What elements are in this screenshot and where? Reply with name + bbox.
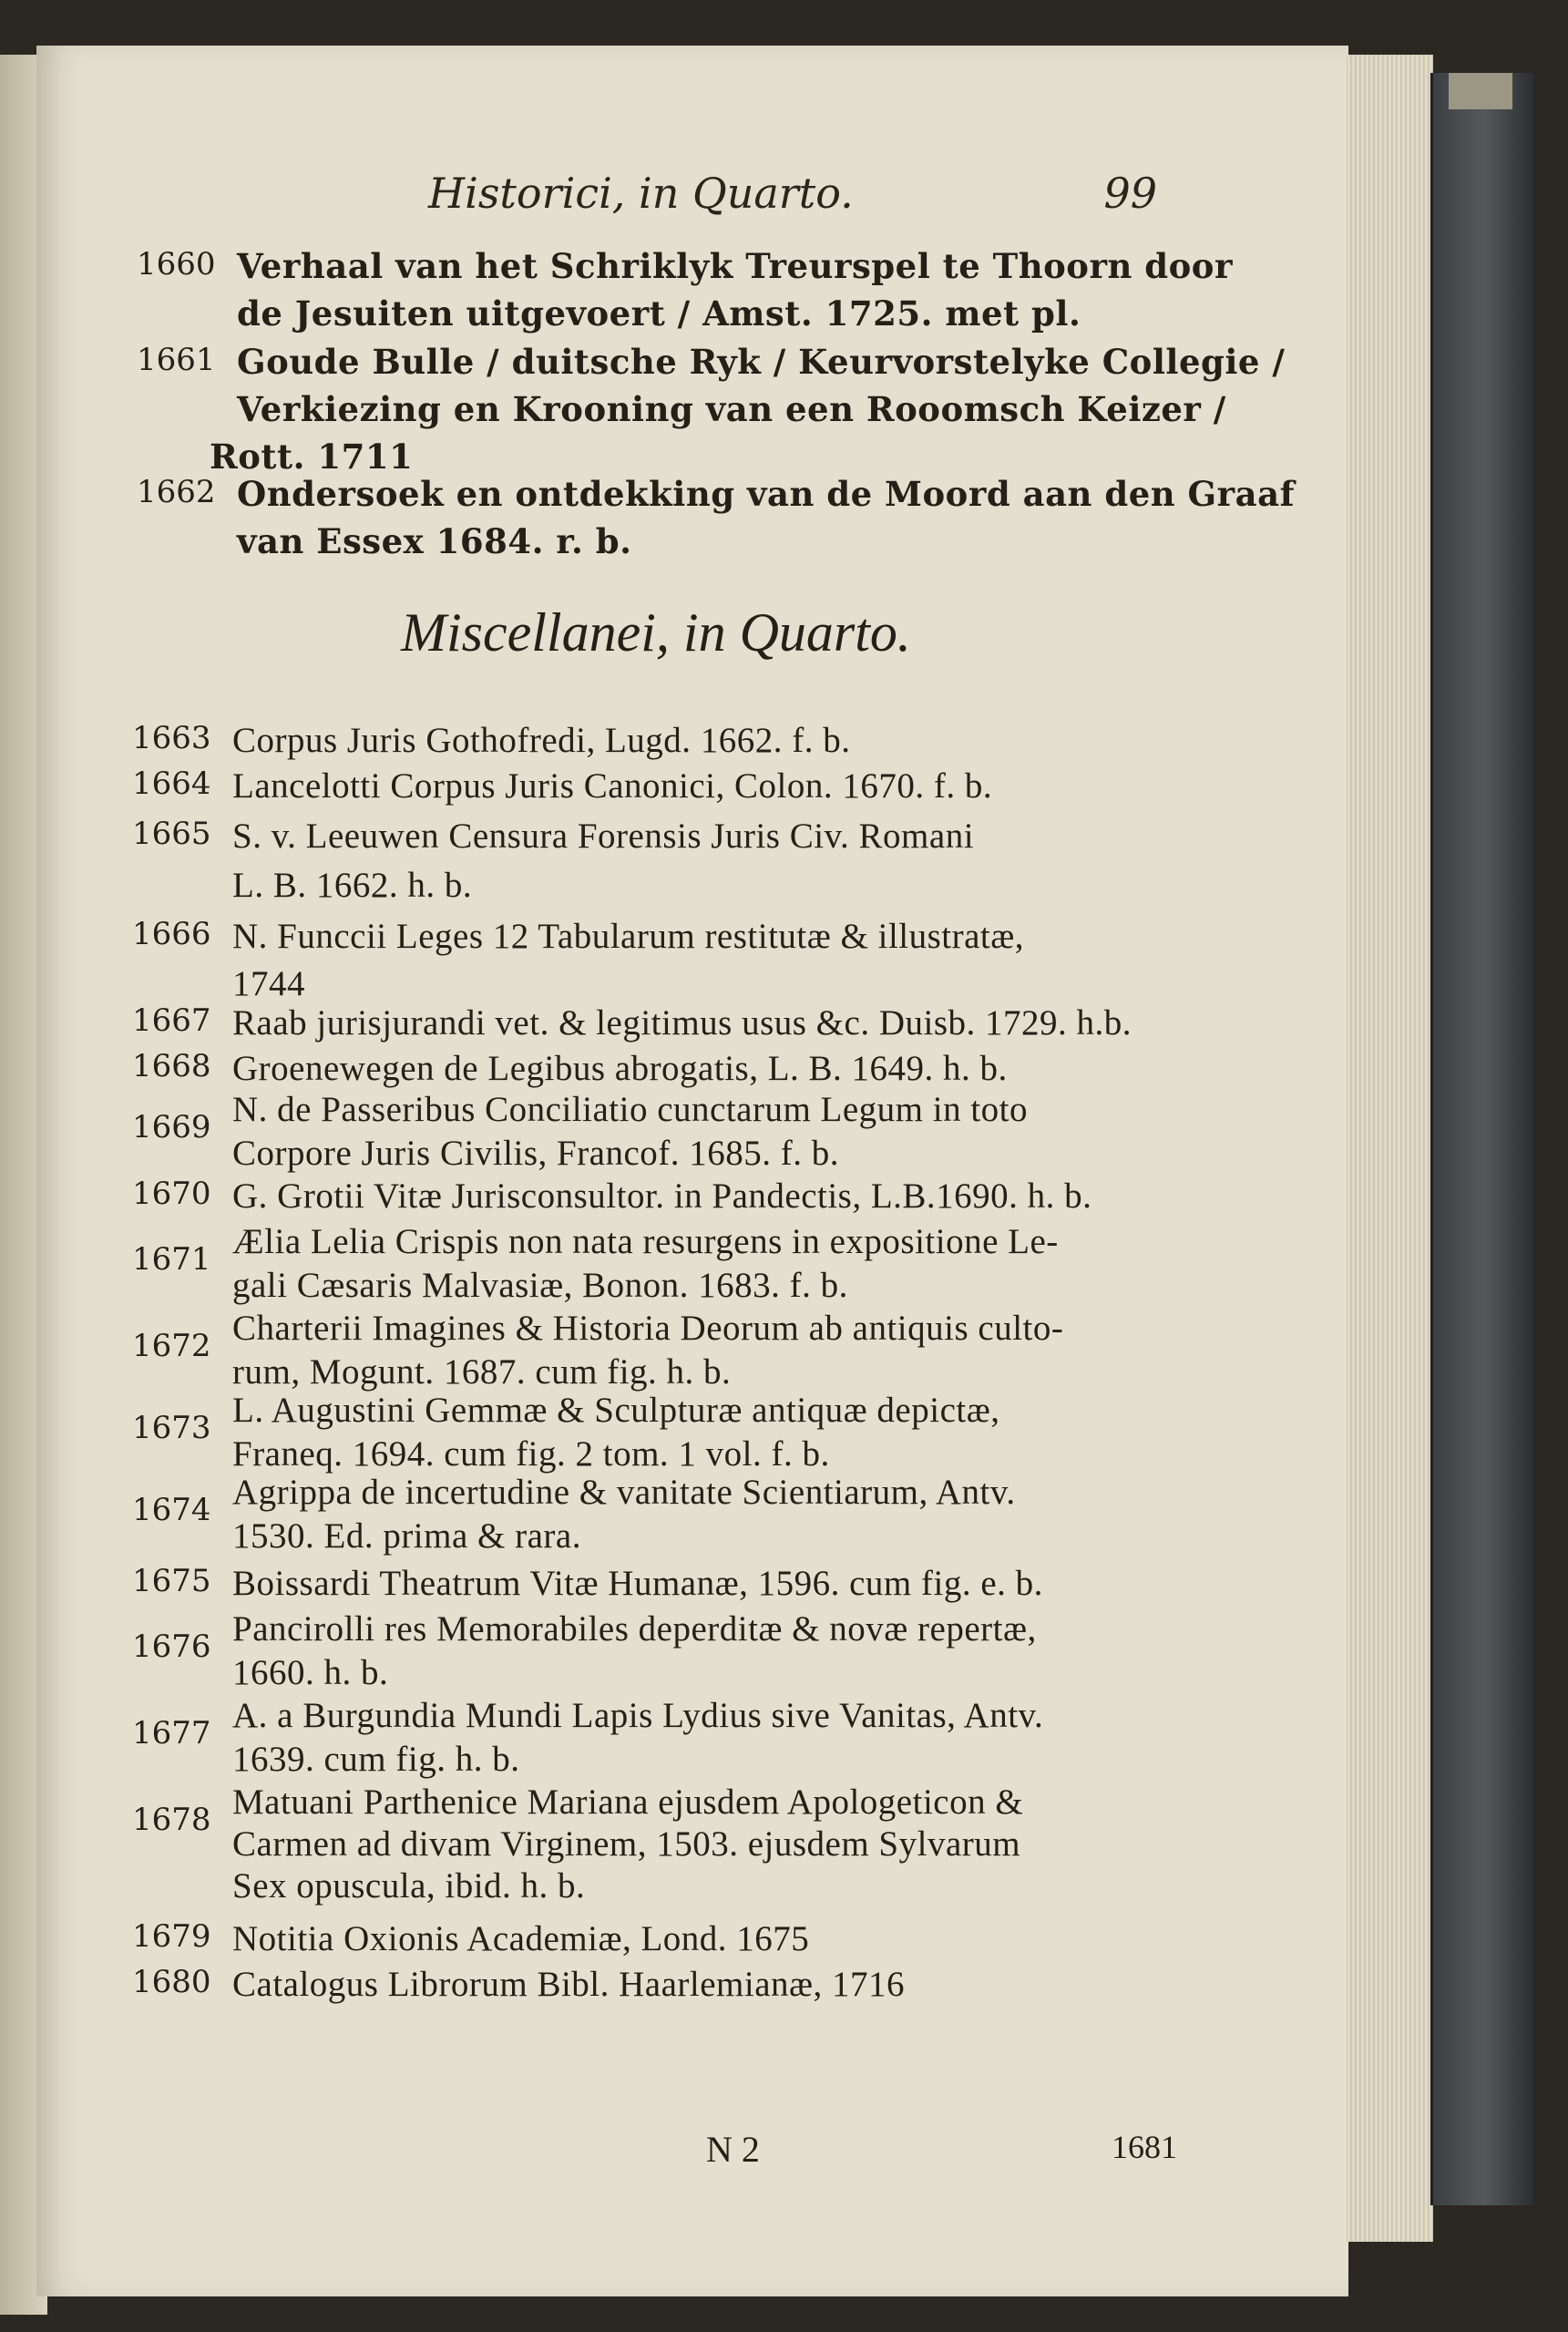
signature-mark: N 2 <box>706 2129 760 2170</box>
item-number: 1666 <box>132 916 211 952</box>
item-text: S. v. Leeuwen Censura Forensis Juris Civ. Romani <box>232 817 975 856</box>
item-number: 1669 <box>132 1109 211 1145</box>
item-text: Charterii Imagines & Historia Deorum ab antiquis culto- <box>232 1309 1064 1348</box>
item-number: 1663 <box>132 720 211 756</box>
item-text: Boissardi Theatrum Vitæ Humanæ, 1596. cum fig. e. b. <box>232 1564 1043 1603</box>
item-number: 1676 <box>132 1628 211 1665</box>
item-number: 1675 <box>132 1563 211 1599</box>
running-head-title: Historici, in Quarto. <box>428 169 854 218</box>
section-heading: Miscellanei, in Quarto. <box>401 602 911 663</box>
item-text: 1639. cum fig. h. b. <box>232 1740 520 1779</box>
item-text: L. B. 1662. h. b. <box>232 866 473 905</box>
item-text: 1660. h. b. <box>232 1653 389 1692</box>
item-number: 1664 <box>132 765 211 802</box>
item-text: Catalogus Librorum Bibl. Haarlemianæ, 1716 <box>232 1965 906 2004</box>
item-number: 1665 <box>132 816 211 852</box>
item-number: 1679 <box>132 1918 211 1955</box>
item-number: 1661 <box>137 342 216 378</box>
item-text: Verkiezing en Krooning van een Rooomsch Keizer / <box>237 389 1226 429</box>
item-number: 1670 <box>132 1176 211 1212</box>
item-text: Pancirolli res Memorabiles deperditæ & novæ repertæ, <box>232 1609 1037 1649</box>
item-text: L. Augustini Gemmæ & Sculpturæ antiquæ depictæ, <box>232 1391 1000 1430</box>
item-number: 1671 <box>132 1241 211 1278</box>
item-number: 1680 <box>132 1964 211 2000</box>
item-number: 1667 <box>132 1002 211 1039</box>
item-text: N. de Passeribus Conciliatio cunctarum Legum in toto <box>232 1090 1029 1129</box>
item-text: Raab jurisjurandi vet. & legitimus usus &c. Duisb. 1729. h.b. <box>232 1003 1132 1043</box>
item-text: Agrippa de incertudine & vanitate Scientiarum, Antv. <box>232 1473 1016 1512</box>
item-text: Carmen ad divam Virginem, 1503. ejusdem Sylvarum <box>232 1824 1021 1864</box>
item-text: Lancelotti Corpus Juris Canonici, Colon. 1670. f. b. <box>232 766 993 806</box>
item-number: 1673 <box>132 1410 211 1446</box>
item-text: Corpore Juris Civilis, Francof. 1685. f. b. <box>232 1134 840 1173</box>
item-text: Verhaal van het Schriklyk Treurspel te Thoorn door <box>237 246 1233 286</box>
item-number: 1677 <box>132 1715 211 1752</box>
catchword: 1681 <box>1112 2129 1177 2165</box>
running-head <box>428 169 1157 232</box>
item-number: 1660 <box>137 246 216 283</box>
item-text: N. Funccii Leges 12 Tabularum restitutæ & illustratæ, <box>232 917 1025 956</box>
item-text: Sex opuscula, ibid. h. b. <box>232 1866 586 1906</box>
item-text: Notitia Oxionis Academiæ, Lond. 1675 <box>232 1919 810 1958</box>
item-text: Ondersoek en ontdekking van de Moord aan den Graaf <box>237 474 1295 514</box>
item-text: Franeq. 1694. cum fig. 2 tom. 1 vol. f. b. <box>232 1434 830 1474</box>
item-text: Groenewegen de Legibus abrogatis, L. B. 1649. h. b. <box>232 1049 1008 1088</box>
item-text: A. a Burgundia Mundi Lapis Lydius sive Vanitas, Antv. <box>232 1696 1044 1735</box>
item-number: 1678 <box>132 1802 211 1838</box>
item-number: 1668 <box>132 1048 211 1084</box>
item-text: Ælia Lelia Crispis non nata resurgens in expositione Le- <box>232 1222 1059 1261</box>
item-text: 1530. Ed. prima & rara. <box>232 1516 581 1556</box>
item-text: de Jesuiten uitgevoert / Amst. 1725. met pl. <box>237 293 1081 334</box>
item-text: Rott. 1711 <box>210 437 414 477</box>
item-text: Matuani Parthenice Mariana ejusdem Apologeticon & <box>232 1782 1024 1822</box>
item-number: 1662 <box>137 474 216 510</box>
item-text: van Essex 1684. r. b. <box>237 521 632 561</box>
item-number: 1672 <box>132 1328 211 1364</box>
book-cover <box>1430 73 1533 2205</box>
page-number: 99 <box>1103 169 1157 218</box>
item-text: G. Grotii Vitæ Jurisconsultor. in Pandectis, L.B.1690. h. b. <box>232 1176 1092 1216</box>
item-text: Corpus Juris Gothofredi, Lugd. 1662. f. b. <box>232 721 851 760</box>
item-text: rum, Mogunt. 1687. cum fig. h. b. <box>232 1352 732 1392</box>
item-text: gali Cæsaris Malvasiæ, Bonon. 1683. f. b. <box>232 1266 848 1305</box>
page-edges <box>1347 55 1433 2242</box>
cover-corner <box>1449 73 1512 109</box>
item-number: 1674 <box>132 1492 211 1528</box>
item-text: 1744 <box>232 964 305 1003</box>
item-text: Goude Bulle / duitsche Ryk / Keurvorstelyke Collegie / <box>237 342 1286 382</box>
